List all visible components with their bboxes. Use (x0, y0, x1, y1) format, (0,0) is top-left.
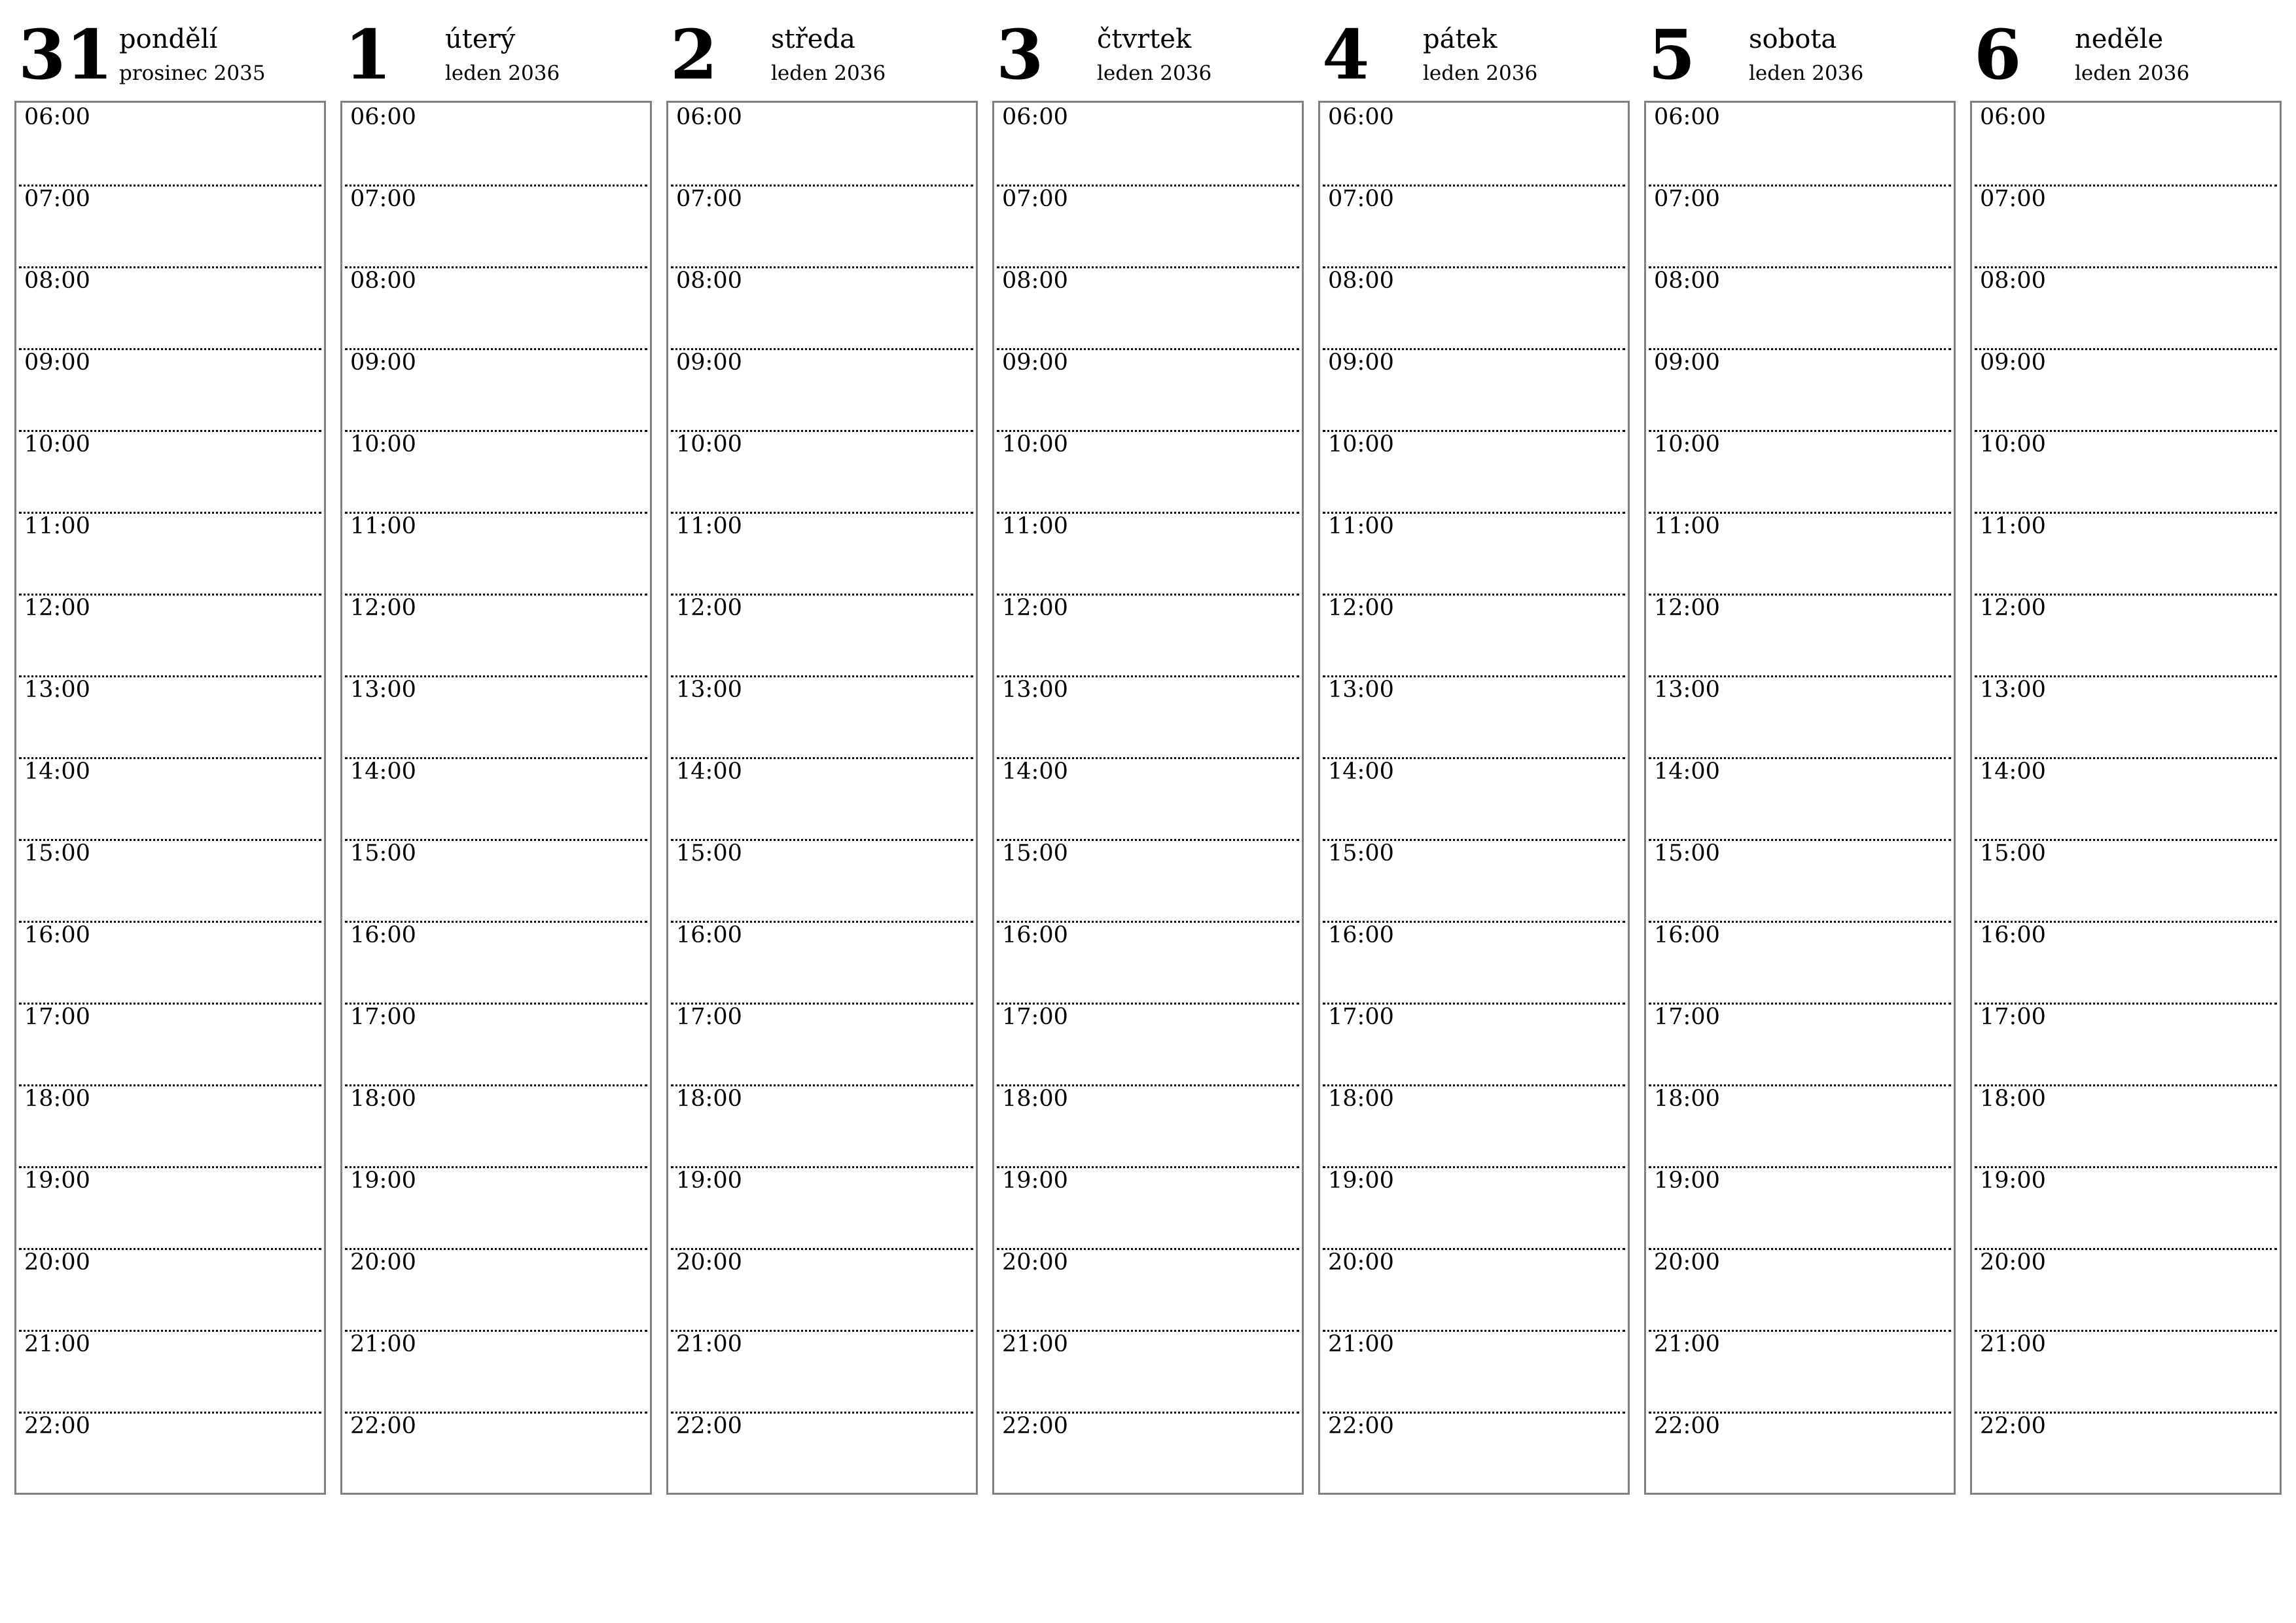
hour-label: 08:00 (1980, 268, 2046, 294)
hour-slot[interactable] (16, 1330, 324, 1412)
hour-slot[interactable] (342, 839, 650, 921)
hour-slot[interactable] (1972, 594, 2280, 675)
hour-slot[interactable] (342, 266, 650, 348)
hour-label: 22:00 (1980, 1413, 2046, 1439)
hour-slot[interactable] (16, 512, 324, 594)
hour-label: 10:00 (676, 431, 742, 457)
hour-slot[interactable] (668, 1412, 976, 1493)
hour-slot[interactable] (668, 512, 976, 594)
day-number: 4 (1322, 14, 1370, 95)
month-year: leden 2036 (2075, 62, 2190, 85)
hour-slot[interactable] (342, 675, 650, 757)
day-number: 31 (18, 14, 113, 95)
day-header (1970, 0, 2282, 98)
hour-label: 08:00 (1328, 268, 1394, 294)
hour-slot[interactable] (1646, 185, 1954, 266)
hour-slot[interactable] (1320, 1248, 1628, 1330)
hour-label: 22:00 (1654, 1413, 1720, 1439)
hour-label: 17:00 (350, 1004, 416, 1030)
hour-label: 10:00 (1980, 431, 2046, 457)
hour-label: 10:00 (1002, 431, 1068, 457)
hour-slot[interactable] (342, 512, 650, 594)
hour-slot[interactable] (994, 757, 1302, 839)
day-schedule-box[interactable] (1970, 101, 2282, 1495)
hour-label: 16:00 (350, 922, 416, 948)
hour-label: 09:00 (1328, 349, 1394, 376)
hour-slot[interactable] (1972, 1248, 2280, 1330)
hour-slot[interactable] (668, 921, 976, 1003)
hour-label: 09:00 (1002, 349, 1068, 376)
hour-label: 22:00 (350, 1413, 416, 1439)
hour-label: 09:00 (676, 349, 742, 376)
hour-slot[interactable] (994, 1248, 1302, 1330)
hour-label: 11:00 (1654, 513, 1720, 539)
hour-label: 12:00 (1002, 595, 1068, 621)
hour-label: 16:00 (1328, 922, 1394, 948)
hour-label: 18:00 (1328, 1086, 1394, 1112)
hour-label: 10:00 (24, 431, 90, 457)
hour-label: 11:00 (24, 513, 90, 539)
hour-slot[interactable] (342, 1412, 650, 1493)
hour-label: 19:00 (1980, 1168, 2046, 1194)
hour-slot[interactable] (1320, 1412, 1628, 1493)
hour-label: 16:00 (676, 922, 742, 948)
hour-label: 18:00 (350, 1086, 416, 1112)
hour-slot[interactable] (1972, 1003, 2280, 1084)
hour-slot[interactable] (1646, 757, 1954, 839)
hour-slot[interactable] (994, 103, 1302, 185)
hour-label: 07:00 (676, 186, 742, 212)
hour-slot[interactable] (1972, 839, 2280, 921)
day-header (1644, 0, 1956, 98)
hour-label: 09:00 (24, 349, 90, 376)
hour-label: 18:00 (24, 1086, 90, 1112)
hour-slot[interactable] (1646, 1003, 1954, 1084)
hour-label: 07:00 (1654, 186, 1720, 212)
hour-label: 18:00 (1002, 1086, 1068, 1112)
day-number: 1 (344, 14, 392, 95)
hour-slot[interactable] (668, 266, 976, 348)
hour-label: 13:00 (676, 677, 742, 703)
hour-slot[interactable] (1646, 594, 1954, 675)
hour-label: 18:00 (1980, 1086, 2046, 1112)
hour-label: 12:00 (24, 595, 90, 621)
hour-label: 15:00 (676, 840, 742, 866)
hour-label: 06:00 (1980, 104, 2046, 130)
month-year: leden 2036 (1097, 62, 1212, 85)
hour-slot[interactable] (994, 185, 1302, 266)
hour-label: 16:00 (1654, 922, 1720, 948)
hour-slot[interactable] (994, 675, 1302, 757)
weekly-planner (14, 0, 2286, 1623)
hour-slot[interactable] (994, 1412, 1302, 1493)
hour-slot[interactable] (1646, 348, 1954, 430)
hour-slot[interactable] (1972, 1084, 2280, 1166)
hour-slot[interactable] (994, 1084, 1302, 1166)
hour-slot[interactable] (342, 185, 650, 266)
hour-label: 19:00 (1328, 1168, 1394, 1194)
hour-label: 17:00 (1328, 1004, 1394, 1030)
hour-slot[interactable] (16, 1003, 324, 1084)
month-year: prosinec 2035 (119, 62, 266, 85)
hour-slot[interactable] (668, 757, 976, 839)
hour-label: 10:00 (1328, 431, 1394, 457)
hour-label: 22:00 (1002, 1413, 1068, 1439)
hour-label: 10:00 (350, 431, 416, 457)
day-name: středa (771, 24, 855, 54)
hour-slot[interactable] (1320, 266, 1628, 348)
hour-slot[interactable] (342, 1003, 650, 1084)
hour-label: 14:00 (1654, 758, 1720, 785)
hour-slot[interactable] (1646, 103, 1954, 185)
hour-label: 07:00 (1980, 186, 2046, 212)
day-header (340, 0, 652, 98)
hour-slot[interactable] (668, 430, 976, 512)
hour-label: 22:00 (24, 1413, 90, 1439)
hour-label: 20:00 (1328, 1249, 1394, 1275)
hour-label: 15:00 (1980, 840, 2046, 866)
hour-label: 19:00 (1654, 1168, 1720, 1194)
day-schedule-box[interactable] (1318, 101, 1630, 1495)
hour-slot[interactable] (1646, 675, 1954, 757)
hour-label: 07:00 (350, 186, 416, 212)
hour-slot[interactable] (1320, 757, 1628, 839)
hour-label: 11:00 (350, 513, 416, 539)
hour-slot[interactable] (994, 839, 1302, 921)
hour-slot[interactable] (1972, 1412, 2280, 1493)
hour-label: 21:00 (1328, 1331, 1394, 1357)
hour-label: 12:00 (676, 595, 742, 621)
hour-label: 20:00 (1002, 1249, 1068, 1275)
hour-label: 20:00 (1654, 1249, 1720, 1275)
hour-label: 10:00 (1654, 431, 1720, 457)
hour-slot[interactable] (1320, 1330, 1628, 1412)
hour-label: 07:00 (1328, 186, 1394, 212)
hour-label: 15:00 (1654, 840, 1720, 866)
hour-slot[interactable] (1320, 430, 1628, 512)
hour-slot[interactable] (16, 757, 324, 839)
day-header (992, 0, 1304, 98)
day-schedule-box[interactable] (14, 101, 326, 1495)
hour-label: 21:00 (1654, 1331, 1720, 1357)
day-header (666, 0, 978, 98)
hour-slot[interactable] (1646, 266, 1954, 348)
hour-slot[interactable] (16, 1412, 324, 1493)
hour-slot[interactable] (342, 1084, 650, 1166)
hour-label: 14:00 (1002, 758, 1068, 785)
hour-slot[interactable] (1646, 1248, 1954, 1330)
hour-label: 17:00 (676, 1004, 742, 1030)
hour-label: 08:00 (676, 268, 742, 294)
hour-label: 22:00 (1328, 1413, 1394, 1439)
hour-slot[interactable] (1972, 921, 2280, 1003)
hour-slot[interactable] (994, 1330, 1302, 1412)
hour-label: 11:00 (1980, 513, 2046, 539)
hour-slot[interactable] (16, 839, 324, 921)
hour-label: 21:00 (24, 1331, 90, 1357)
hour-label: 16:00 (1002, 922, 1068, 948)
hour-label: 19:00 (24, 1168, 90, 1194)
month-year: leden 2036 (445, 62, 560, 85)
hour-slot[interactable] (668, 1330, 976, 1412)
hour-slot[interactable] (16, 675, 324, 757)
hour-slot[interactable] (16, 594, 324, 675)
month-year: leden 2036 (771, 62, 886, 85)
hour-slot[interactable] (1320, 594, 1628, 675)
hour-label: 08:00 (24, 268, 90, 294)
hour-label: 08:00 (350, 268, 416, 294)
hour-slot[interactable] (668, 1166, 976, 1248)
day-schedule-box[interactable] (992, 101, 1304, 1495)
hour-slot[interactable] (1646, 1166, 1954, 1248)
hour-label: 19:00 (350, 1168, 416, 1194)
hour-label: 18:00 (1654, 1086, 1720, 1112)
hour-label: 14:00 (24, 758, 90, 785)
hour-label: 12:00 (1654, 595, 1720, 621)
hour-slot[interactable] (668, 675, 976, 757)
hour-slot[interactable] (1646, 430, 1954, 512)
hour-label: 15:00 (24, 840, 90, 866)
day-name: úterý (445, 24, 516, 54)
hour-slot[interactable] (1320, 1166, 1628, 1248)
hour-label: 12:00 (1328, 595, 1394, 621)
hour-slot[interactable] (668, 185, 976, 266)
hour-label: 21:00 (676, 1331, 742, 1357)
hour-label: 17:00 (24, 1004, 90, 1030)
hour-slot[interactable] (1972, 1330, 2280, 1412)
hour-label: 13:00 (1654, 677, 1720, 703)
day-number: 5 (1648, 14, 1696, 95)
hour-slot[interactable] (1320, 348, 1628, 430)
hour-label: 12:00 (1980, 595, 2046, 621)
hour-slot[interactable] (1646, 512, 1954, 594)
hour-slot[interactable] (16, 1084, 324, 1166)
hour-label: 20:00 (24, 1249, 90, 1275)
hour-label: 13:00 (350, 677, 416, 703)
day-name: pátek (1423, 24, 1498, 54)
hour-slot[interactable] (16, 266, 324, 348)
hour-slot[interactable] (994, 921, 1302, 1003)
hour-label: 06:00 (676, 104, 742, 130)
hour-label: 17:00 (1980, 1004, 2046, 1030)
day-header (14, 0, 326, 98)
hour-slot[interactable] (994, 1003, 1302, 1084)
hour-slot[interactable] (342, 348, 650, 430)
hour-label: 13:00 (1002, 677, 1068, 703)
hour-label: 16:00 (1980, 922, 2046, 948)
hour-label: 14:00 (1328, 758, 1394, 785)
hour-slot[interactable] (1972, 103, 2280, 185)
hour-slot[interactable] (1972, 266, 2280, 348)
hour-slot[interactable] (342, 1330, 650, 1412)
hour-slot[interactable] (1972, 1166, 2280, 1248)
hour-label: 17:00 (1654, 1004, 1720, 1030)
hour-slot[interactable] (668, 348, 976, 430)
hour-label: 15:00 (1328, 840, 1394, 866)
hour-label: 21:00 (1980, 1331, 2046, 1357)
hour-slot[interactable] (994, 430, 1302, 512)
hour-label: 16:00 (24, 922, 90, 948)
hour-slot[interactable] (668, 103, 976, 185)
hour-label: 20:00 (350, 1249, 416, 1275)
hour-label: 13:00 (1328, 677, 1394, 703)
hour-slot[interactable] (16, 185, 324, 266)
hour-slot[interactable] (342, 1248, 650, 1330)
hour-slot[interactable] (342, 1166, 650, 1248)
hour-label: 21:00 (1002, 1331, 1068, 1357)
hour-slot[interactable] (668, 1248, 976, 1330)
hour-label: 19:00 (1002, 1168, 1068, 1194)
hour-slot[interactable] (668, 1084, 976, 1166)
hour-label: 07:00 (24, 186, 90, 212)
hour-label: 14:00 (1980, 758, 2046, 785)
hour-label: 14:00 (676, 758, 742, 785)
hour-label: 06:00 (24, 104, 90, 130)
hour-label: 13:00 (24, 677, 90, 703)
day-schedule-box[interactable] (340, 101, 652, 1495)
hour-label: 09:00 (1980, 349, 2046, 376)
hour-label: 12:00 (350, 595, 416, 621)
day-number: 3 (996, 14, 1044, 95)
hour-label: 07:00 (1002, 186, 1068, 212)
hour-slot[interactable] (1320, 103, 1628, 185)
hour-label: 08:00 (1654, 268, 1720, 294)
hour-slot[interactable] (16, 1166, 324, 1248)
hour-slot[interactable] (1320, 512, 1628, 594)
hour-slot[interactable] (1646, 1330, 1954, 1412)
hour-slot[interactable] (342, 430, 650, 512)
day-name: pondělí (119, 24, 218, 54)
day-name: čtvrtek (1097, 24, 1192, 54)
hour-slot[interactable] (994, 512, 1302, 594)
hour-slot[interactable] (16, 103, 324, 185)
hour-slot[interactable] (994, 594, 1302, 675)
hour-label: 21:00 (350, 1331, 416, 1357)
hour-label: 20:00 (1980, 1249, 2046, 1275)
hour-label: 09:00 (350, 349, 416, 376)
hour-slot[interactable] (1972, 757, 2280, 839)
hour-slot[interactable] (1320, 1084, 1628, 1166)
day-schedule-box[interactable] (1644, 101, 1956, 1495)
hour-slot[interactable] (342, 757, 650, 839)
hour-label: 08:00 (1002, 268, 1068, 294)
hour-slot[interactable] (1646, 1412, 1954, 1493)
hour-slot[interactable] (994, 348, 1302, 430)
month-year: leden 2036 (1423, 62, 1538, 85)
hour-slot[interactable] (994, 1166, 1302, 1248)
hour-label: 11:00 (1328, 513, 1394, 539)
hour-slot[interactable] (1320, 185, 1628, 266)
hour-label: 17:00 (1002, 1004, 1068, 1030)
hour-slot[interactable] (1972, 675, 2280, 757)
day-schedule-box[interactable] (666, 101, 978, 1495)
hour-slot[interactable] (668, 839, 976, 921)
hour-label: 14:00 (350, 758, 416, 785)
hour-slot[interactable] (1320, 675, 1628, 757)
hour-slot[interactable] (1646, 1084, 1954, 1166)
hour-label: 06:00 (1002, 104, 1068, 130)
hour-slot[interactable] (342, 103, 650, 185)
hour-label: 22:00 (676, 1413, 742, 1439)
hour-label: 06:00 (350, 104, 416, 130)
hour-slot[interactable] (1320, 921, 1628, 1003)
hour-slot[interactable] (1646, 839, 1954, 921)
hour-slot[interactable] (1972, 185, 2280, 266)
day-name: neděle (2075, 24, 2164, 54)
hour-slot[interactable] (668, 1003, 976, 1084)
hour-slot[interactable] (342, 921, 650, 1003)
hour-slot[interactable] (16, 921, 324, 1003)
hour-slot[interactable] (16, 1248, 324, 1330)
hour-slot[interactable] (342, 594, 650, 675)
day-name: sobota (1749, 24, 1837, 54)
day-number: 6 (1974, 14, 2022, 95)
hour-slot[interactable] (668, 594, 976, 675)
hour-label: 20:00 (676, 1249, 742, 1275)
hour-slot[interactable] (16, 430, 324, 512)
hour-slot[interactable] (1972, 512, 2280, 594)
day-header (1318, 0, 1630, 98)
hour-label: 11:00 (676, 513, 742, 539)
month-year: leden 2036 (1749, 62, 1864, 85)
hour-label: 13:00 (1980, 677, 2046, 703)
hour-slot[interactable] (1972, 430, 2280, 512)
hour-label: 11:00 (1002, 513, 1068, 539)
hour-label: 09:00 (1654, 349, 1720, 376)
hour-slot[interactable] (994, 266, 1302, 348)
hour-label: 15:00 (350, 840, 416, 866)
hour-slot[interactable] (1320, 1003, 1628, 1084)
hour-label: 06:00 (1654, 104, 1720, 130)
day-number: 2 (670, 14, 718, 95)
hour-label: 19:00 (676, 1168, 742, 1194)
hour-label: 15:00 (1002, 840, 1068, 866)
hour-slot[interactable] (1646, 921, 1954, 1003)
hour-slot[interactable] (1320, 839, 1628, 921)
hour-slot[interactable] (1972, 348, 2280, 430)
hour-label: 18:00 (676, 1086, 742, 1112)
hour-slot[interactable] (16, 348, 324, 430)
hour-label: 06:00 (1328, 104, 1394, 130)
